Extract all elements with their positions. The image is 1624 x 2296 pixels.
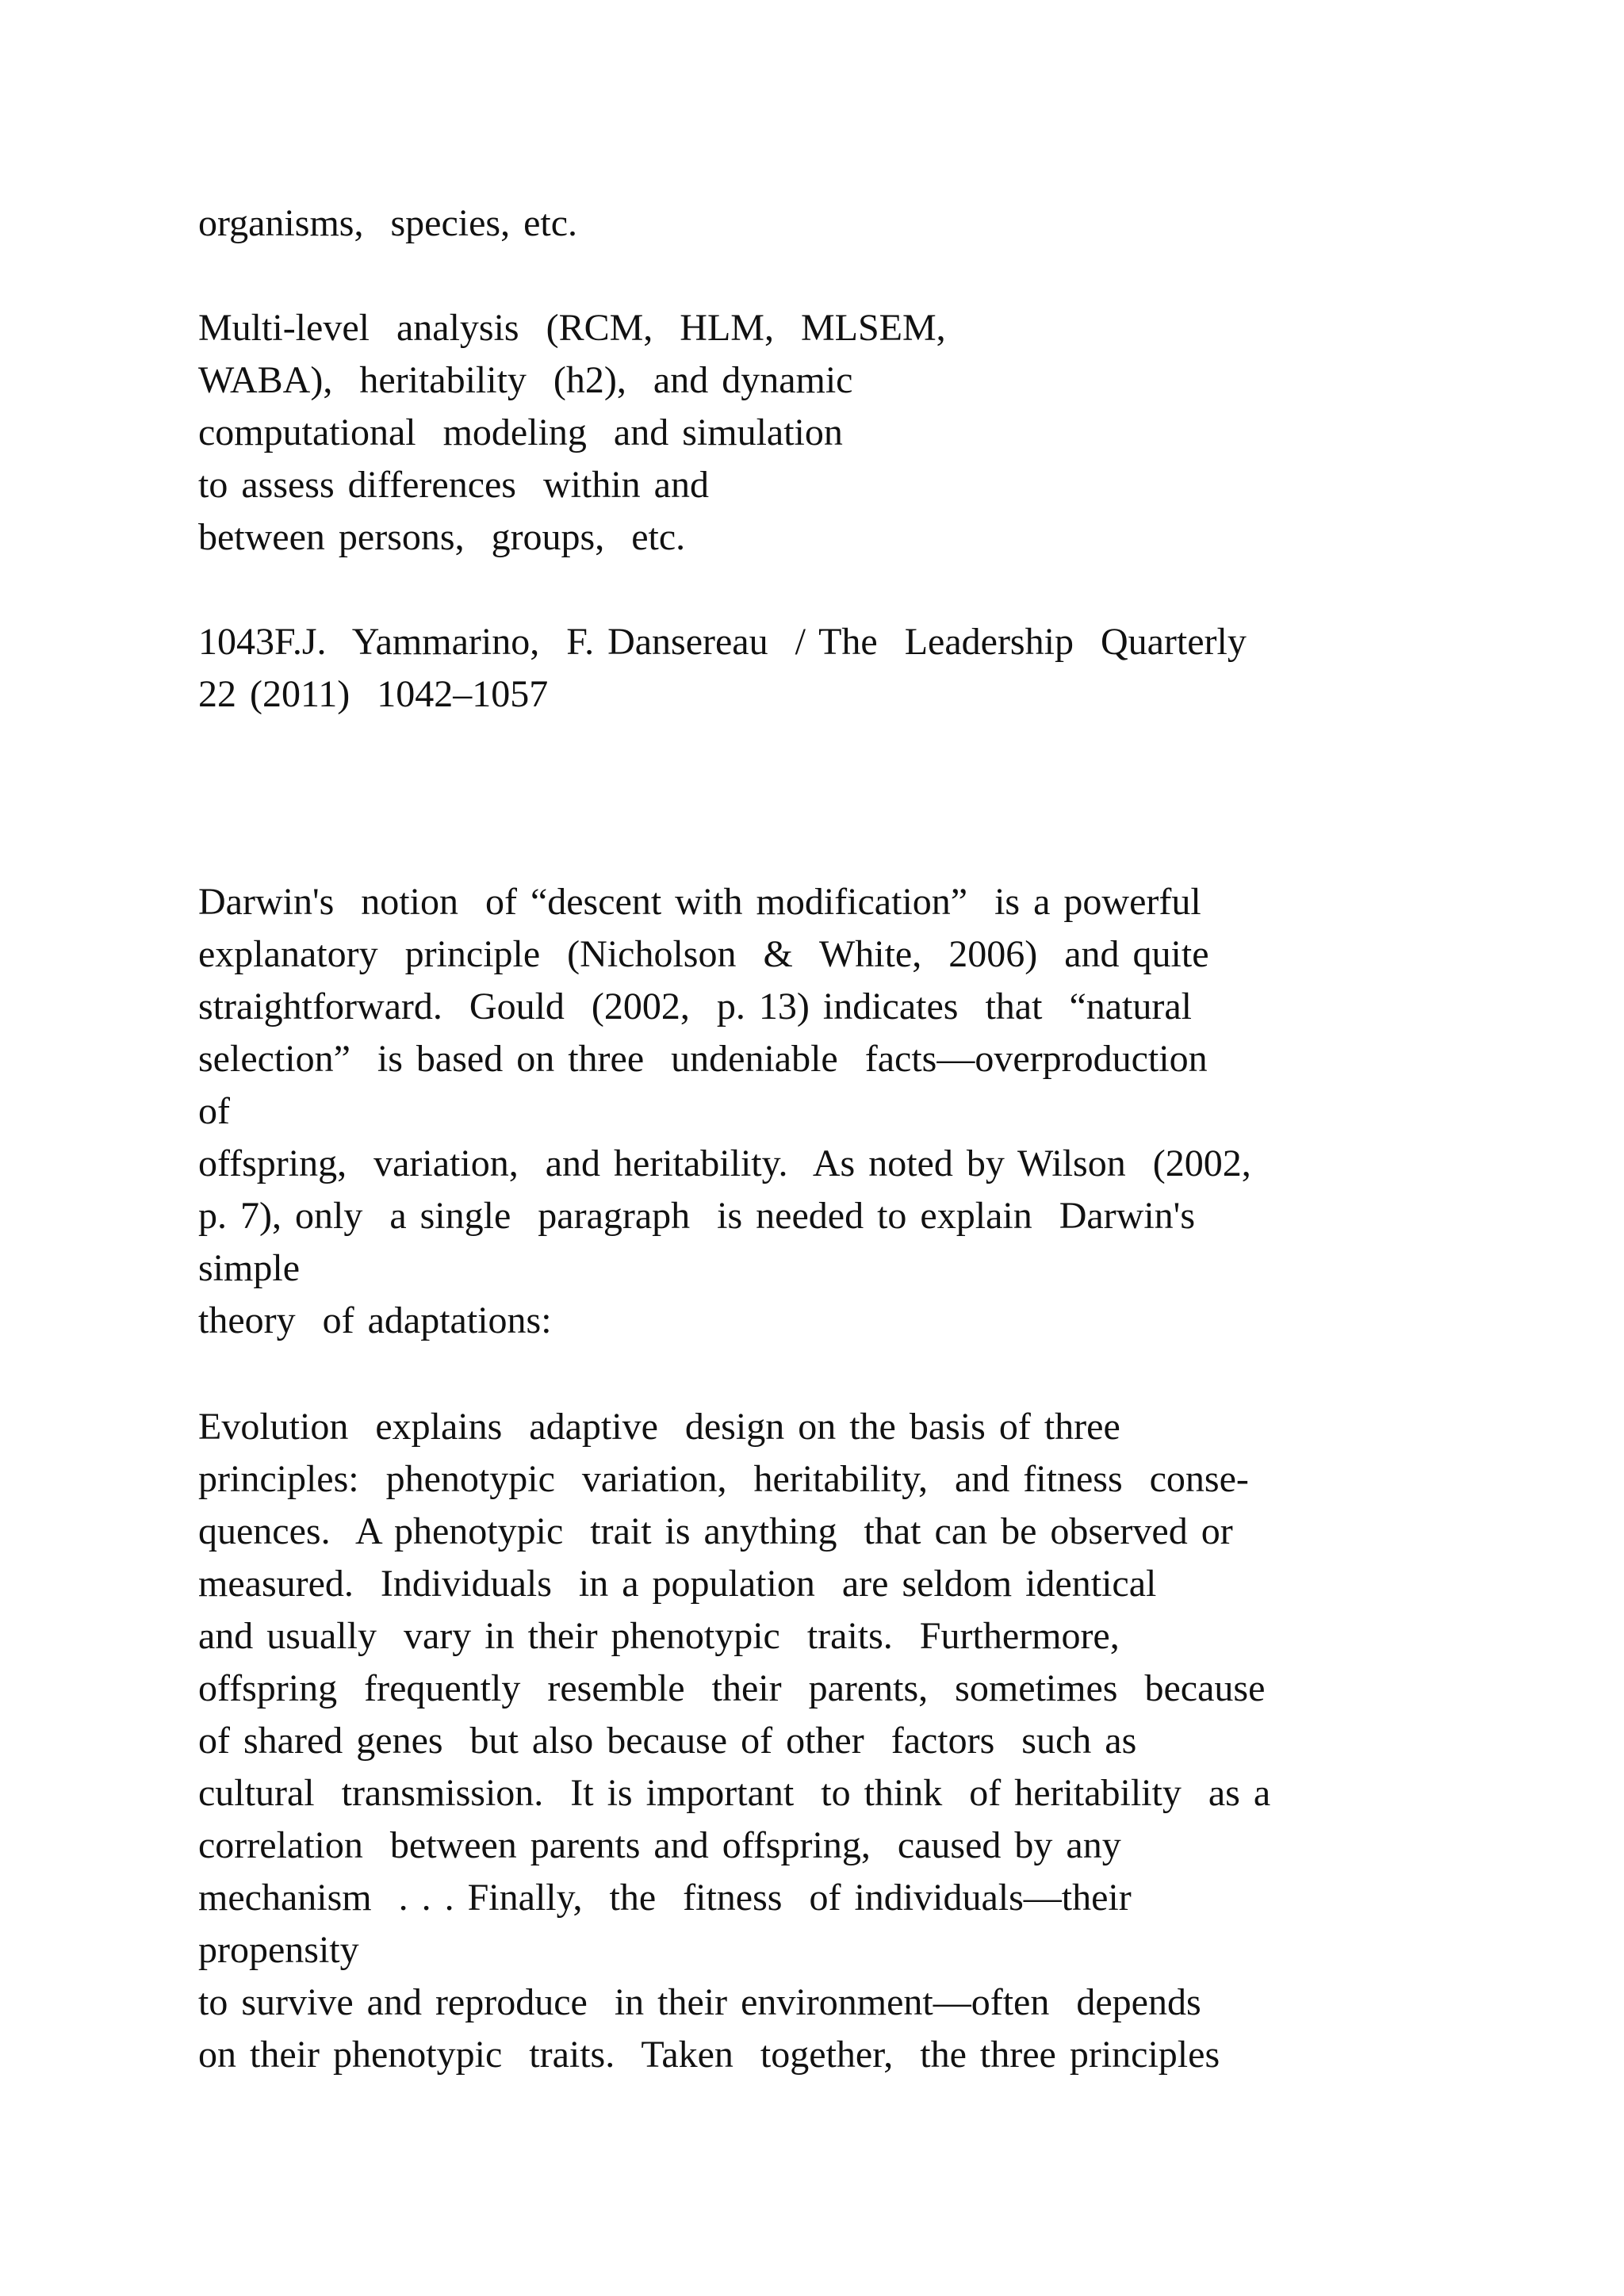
text-line: propensity [198, 1929, 359, 1971]
text-line: on their phenotypic traits. Taken together, the three principles [198, 2034, 1220, 2076]
text-line: WABA), heritability (h2), and dynamic [198, 359, 853, 401]
text-line: computational modeling and simulation [198, 411, 843, 453]
darwin-paragraph [198, 876, 1546, 1347]
text-line: Multi-level analysis (RCM, HLM, MLSEM, [198, 307, 946, 349]
text-line: straightforward. Gould (2002, p. 13) indicates that “natural [198, 985, 1193, 1027]
text-line: explanatory principle (Nicholson & White, 2006) and quite [198, 933, 1209, 975]
text-line: theory of adaptations: [198, 1299, 552, 1341]
multilevel-analysis-paragraph [198, 302, 1546, 564]
text-line: to survive and reproduce in their environment—often depends [198, 1981, 1201, 2023]
text-line: cultural transmission. It is important to think of heritability as a [198, 1772, 1271, 1814]
text-line: simple [198, 1247, 300, 1289]
text-line: Evolution explains adaptive design on the basis of three [198, 1406, 1120, 1448]
text-line: of shared genes but also because of other factors such as [198, 1720, 1137, 1762]
text-line: organisms, species, etc. [198, 202, 578, 244]
text-line: offspring, variation, and heritability. As noted by Wilson (2002, [198, 1142, 1251, 1184]
text-line: 1043F.J. Yammarino, F. Dansereau / The Leadership Quarterly [198, 621, 1247, 663]
text-line: and usually vary in their phenotypic traits. Furthermore, [198, 1615, 1120, 1657]
text-line: Darwin's notion of “descent with modification” is a powerful [198, 881, 1201, 923]
text-line: principles: phenotypic variation, heritability, and fitness conse- [198, 1458, 1249, 1500]
text-line: to assess differences within and [198, 464, 709, 506]
text-line: 22 (2011) 1042–1057 [198, 673, 549, 715]
evolution-quote-paragraph [198, 1401, 1546, 2081]
text-line: quences. A phenotypic trait is anything that can be observed or [198, 1510, 1233, 1552]
text-line: offspring frequently resemble their parents, sometimes because [198, 1667, 1266, 1709]
text-line: selection” is based on three undeniable facts—overproduction [198, 1038, 1208, 1080]
text-line: mechanism . . . Finally, the fitness of individuals—their [198, 1877, 1132, 1919]
text-line: p. 7), only a single paragraph is needed to explain Darwin's [198, 1195, 1195, 1237]
text-line: correlation between parents and offspring, caused by any [198, 1824, 1121, 1866]
text-line: between persons, groups, etc. [198, 516, 686, 558]
text-line: of [198, 1090, 230, 1132]
text-line: measured. Individuals in a population are seldom identical [198, 1563, 1157, 1605]
journal-citation-header [198, 616, 1546, 721]
text-fragment-organisms [198, 197, 1546, 250]
